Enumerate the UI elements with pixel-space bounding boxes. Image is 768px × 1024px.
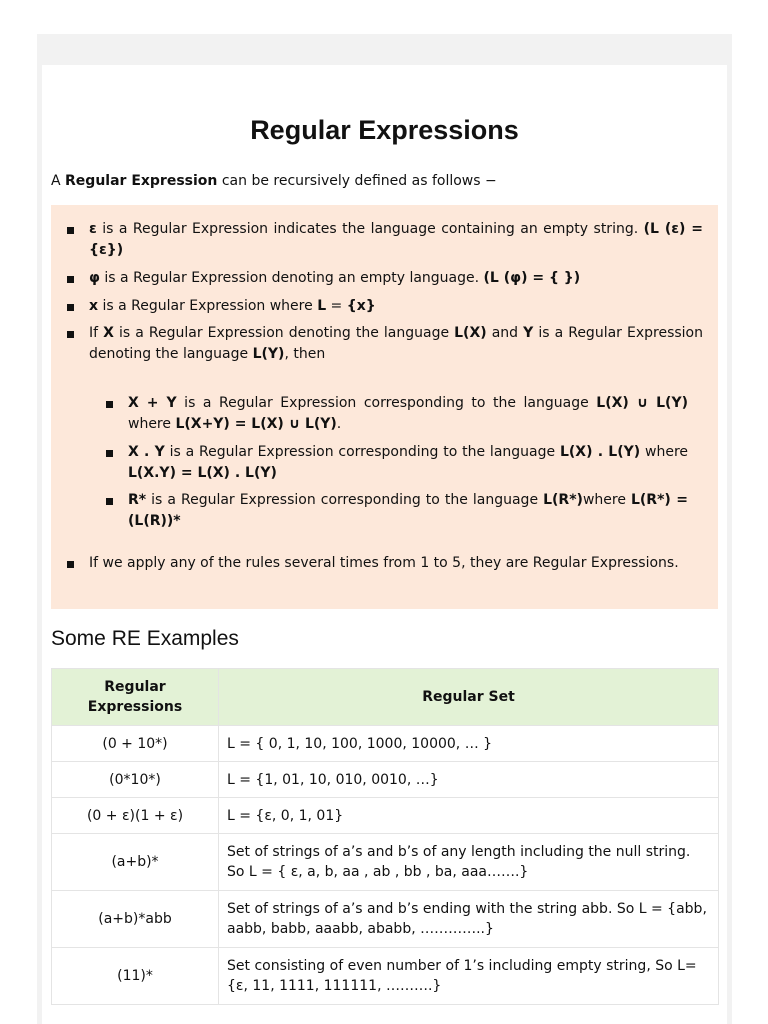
regex-cell: (11)*	[52, 948, 219, 1005]
rule-text: is a Regular Expression denoting the language	[113, 325, 455, 341]
rule-formula: L(X) ∪ L(Y)	[596, 395, 688, 411]
rule-formula: (L (ε) = {ε})	[89, 221, 704, 258]
rule-text: is a Regular Expression denoting an empty language.	[99, 270, 484, 286]
rule-text: where	[582, 492, 631, 508]
rule-text: and	[486, 325, 524, 341]
rule-text: is a Regular Expression corresponding to the language	[164, 444, 560, 460]
rule-symbol: X + Y	[128, 395, 177, 411]
page-frame	[37, 34, 732, 1024]
rule-formula: L(R*)	[543, 492, 583, 508]
rule-text: If	[89, 325, 104, 341]
rule-item-repeat: If we apply any of the rules several times from 1 to 5, they are Regular Expressions.	[89, 553, 703, 574]
column-header: Regular Set	[219, 669, 719, 726]
rule-text: .	[336, 416, 342, 432]
rule-item-epsilon	[89, 219, 703, 261]
table-row	[52, 891, 719, 948]
table-header-row	[52, 669, 719, 726]
table-row	[52, 726, 719, 762]
page-title: Regular Expressions	[250, 115, 519, 145]
rule-symbol: x	[89, 298, 99, 314]
intro-paragraph	[51, 171, 721, 191]
rule-item-xy	[89, 323, 703, 365]
rule-formula: L(X+Y) = L(X) ∪ L(Y)	[175, 416, 337, 432]
regex-cell: (a+b)*	[52, 834, 219, 891]
table-row	[52, 762, 719, 798]
examples-heading: Some RE Examples	[51, 627, 239, 650]
rule-formula: L(R*) = (L(R))*	[128, 492, 688, 529]
set-cell: L = {1, 01, 10, 010, 0010, …}	[219, 762, 719, 798]
table-row	[52, 798, 719, 834]
rule-symbol: ε	[89, 221, 97, 237]
rule-text: is a Regular Expression where	[98, 298, 318, 314]
intro-term: Regular Expression	[65, 173, 218, 189]
rule-formula: L	[317, 298, 327, 314]
examples-table	[51, 668, 719, 1005]
table-row	[52, 948, 719, 1005]
article-page	[42, 65, 727, 1024]
subrule-item-union	[128, 393, 688, 435]
regex-cell: (0 + ε)(1 + ε)	[52, 798, 219, 834]
rule-text: is a Regular Expression indicates the language containing an empty string.	[96, 221, 644, 237]
rule-text: =	[326, 298, 347, 314]
rule-formula: L(X)	[454, 325, 487, 341]
rule-formula: L(X.Y) = L(X) . L(Y)	[128, 465, 277, 481]
table-row	[52, 834, 719, 891]
set-cell: Set of strings of a’s and b’s of any length including the null string. So L = { ε, a, b, aa , ab , bb , ba, aaa…….}	[219, 834, 719, 891]
rule-symbol: X	[103, 325, 114, 341]
rule-symbol: R*	[128, 492, 147, 508]
intro-text-after: can be recursively defined as follows −	[217, 173, 497, 189]
set-cell: L = {ε, 0, 1, 01}	[219, 798, 719, 834]
rule-item-x	[89, 296, 703, 317]
set-cell: Set consisting of even number of 1’s including empty string, So L= {ε, 11, 1111, 111111, ……….}	[219, 948, 719, 1005]
rule-text: where	[640, 444, 689, 460]
rule-formula: L(X) . L(Y)	[559, 444, 641, 460]
rule-item-phi	[89, 268, 703, 289]
rule-formula: (L (φ) = { })	[483, 270, 581, 286]
definition-callout	[51, 205, 718, 609]
rule-text: is a Regular Expression denoting the language	[89, 325, 703, 362]
rule-formula: L(Y)	[252, 346, 285, 362]
rule-text: is a Regular Expression corresponding to the language	[176, 395, 597, 411]
regex-cell: (0 + 10*)	[52, 726, 219, 762]
subrule-item-concat	[128, 442, 688, 484]
subrule-item-kleene	[128, 490, 688, 532]
rule-text: , then	[284, 346, 326, 362]
rule-text: is a Regular Expression corresponding to the language	[146, 492, 544, 508]
regex-cell: (a+b)*abb	[52, 891, 219, 948]
rule-symbol: φ	[89, 270, 100, 286]
set-cell: Set of strings of a’s and b’s ending with the string abb. So L = {abb, aabb, babb, aaabb, ababb, …………..}	[219, 891, 719, 948]
rule-symbol: Y	[523, 325, 534, 341]
rule-formula: {x}	[346, 298, 376, 314]
regex-cell: (0*10*)	[52, 762, 219, 798]
set-cell: L = { 0, 1, 10, 100, 1000, 10000, … }	[219, 726, 719, 762]
intro-text-before: A	[51, 173, 66, 189]
rule-symbol: X . Y	[128, 444, 165, 460]
column-header: Regular Expressions	[52, 669, 219, 726]
rule-text: where	[128, 416, 176, 432]
